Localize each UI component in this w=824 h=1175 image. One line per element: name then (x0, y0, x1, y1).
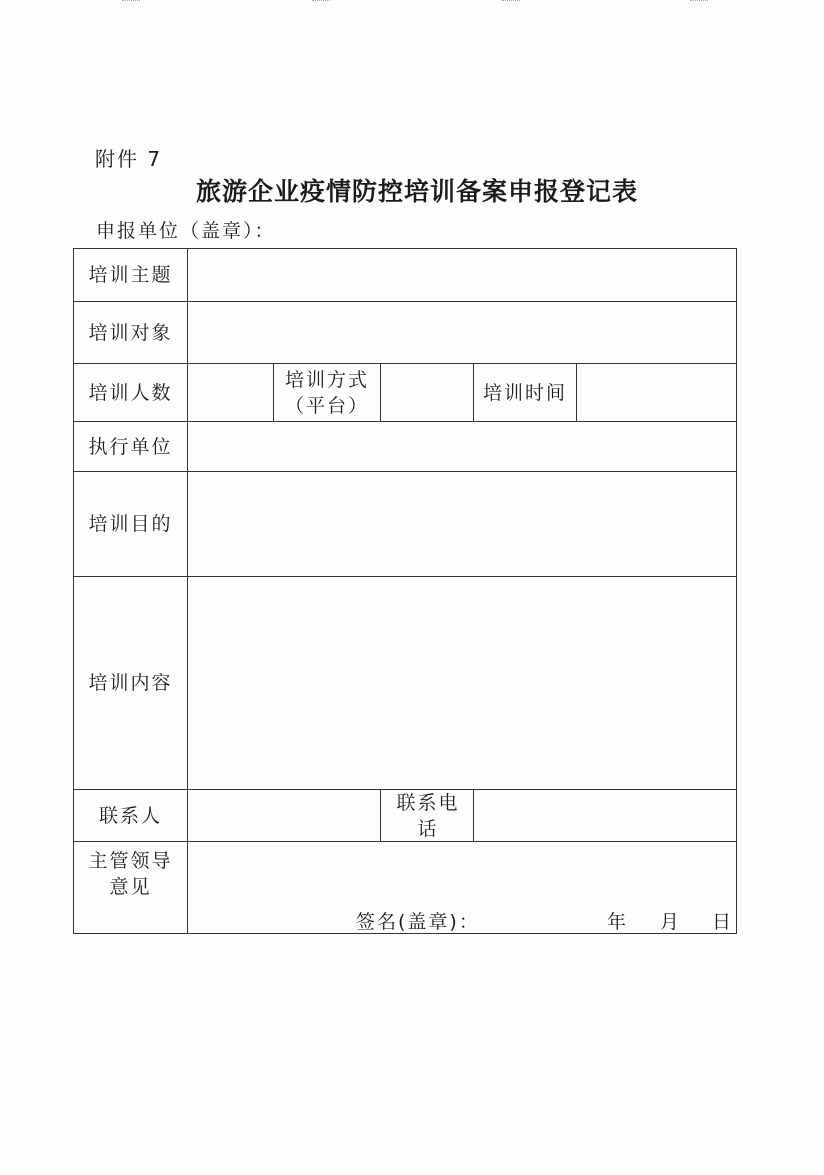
label-contact: 联系人 (98, 804, 162, 827)
contact-field[interactable] (189, 791, 379, 840)
label-executor: 执行单位 (88, 435, 173, 458)
scan-mark (312, 0, 330, 6)
column-divider (380, 363, 381, 421)
applicant-label: 申报单位（盖章）： (96, 220, 276, 242)
leader-opinion-field[interactable] (189, 843, 735, 903)
label-method: 培训方式（平台） (284, 368, 369, 417)
purpose-field[interactable] (189, 473, 735, 575)
scan-mark (502, 0, 520, 6)
label-content: 培训内容 (88, 672, 173, 694)
phone-field[interactable] (475, 791, 735, 840)
column-divider (473, 789, 474, 841)
count-field[interactable] (189, 365, 272, 420)
year-label: 年 (607, 911, 627, 933)
page-title: 旅游企业疫情防控培训备案申报登记表 (195, 177, 638, 206)
label-phone: 联系电话 (396, 791, 460, 840)
label-topic: 培训主题 (88, 264, 173, 286)
executor-field[interactable] (189, 423, 735, 470)
scan-edge-marks (0, 0, 824, 10)
scan-mark (122, 0, 140, 6)
scan-mark (690, 0, 708, 6)
column-divider (273, 363, 274, 421)
label-leader-opinion: 主管领导意见 (88, 850, 173, 898)
time-field[interactable] (578, 365, 735, 420)
signature-label: 签名(盖章)： (356, 911, 480, 933)
label-count: 培训人数 (88, 381, 173, 404)
day-label: 日 (712, 911, 732, 933)
label-column-divider (187, 248, 188, 934)
label-audience: 培训对象 (88, 321, 173, 344)
label-time: 培训时间 (482, 381, 567, 404)
content-field[interactable] (189, 578, 735, 788)
attachment-label: 附件 7 (95, 147, 163, 171)
audience-field[interactable] (189, 303, 735, 362)
column-divider (380, 789, 381, 841)
method-field[interactable] (382, 365, 472, 420)
topic-field[interactable] (189, 250, 735, 300)
column-divider (576, 363, 577, 421)
month-label: 月 (660, 911, 680, 933)
label-purpose: 培训目的 (88, 513, 173, 535)
